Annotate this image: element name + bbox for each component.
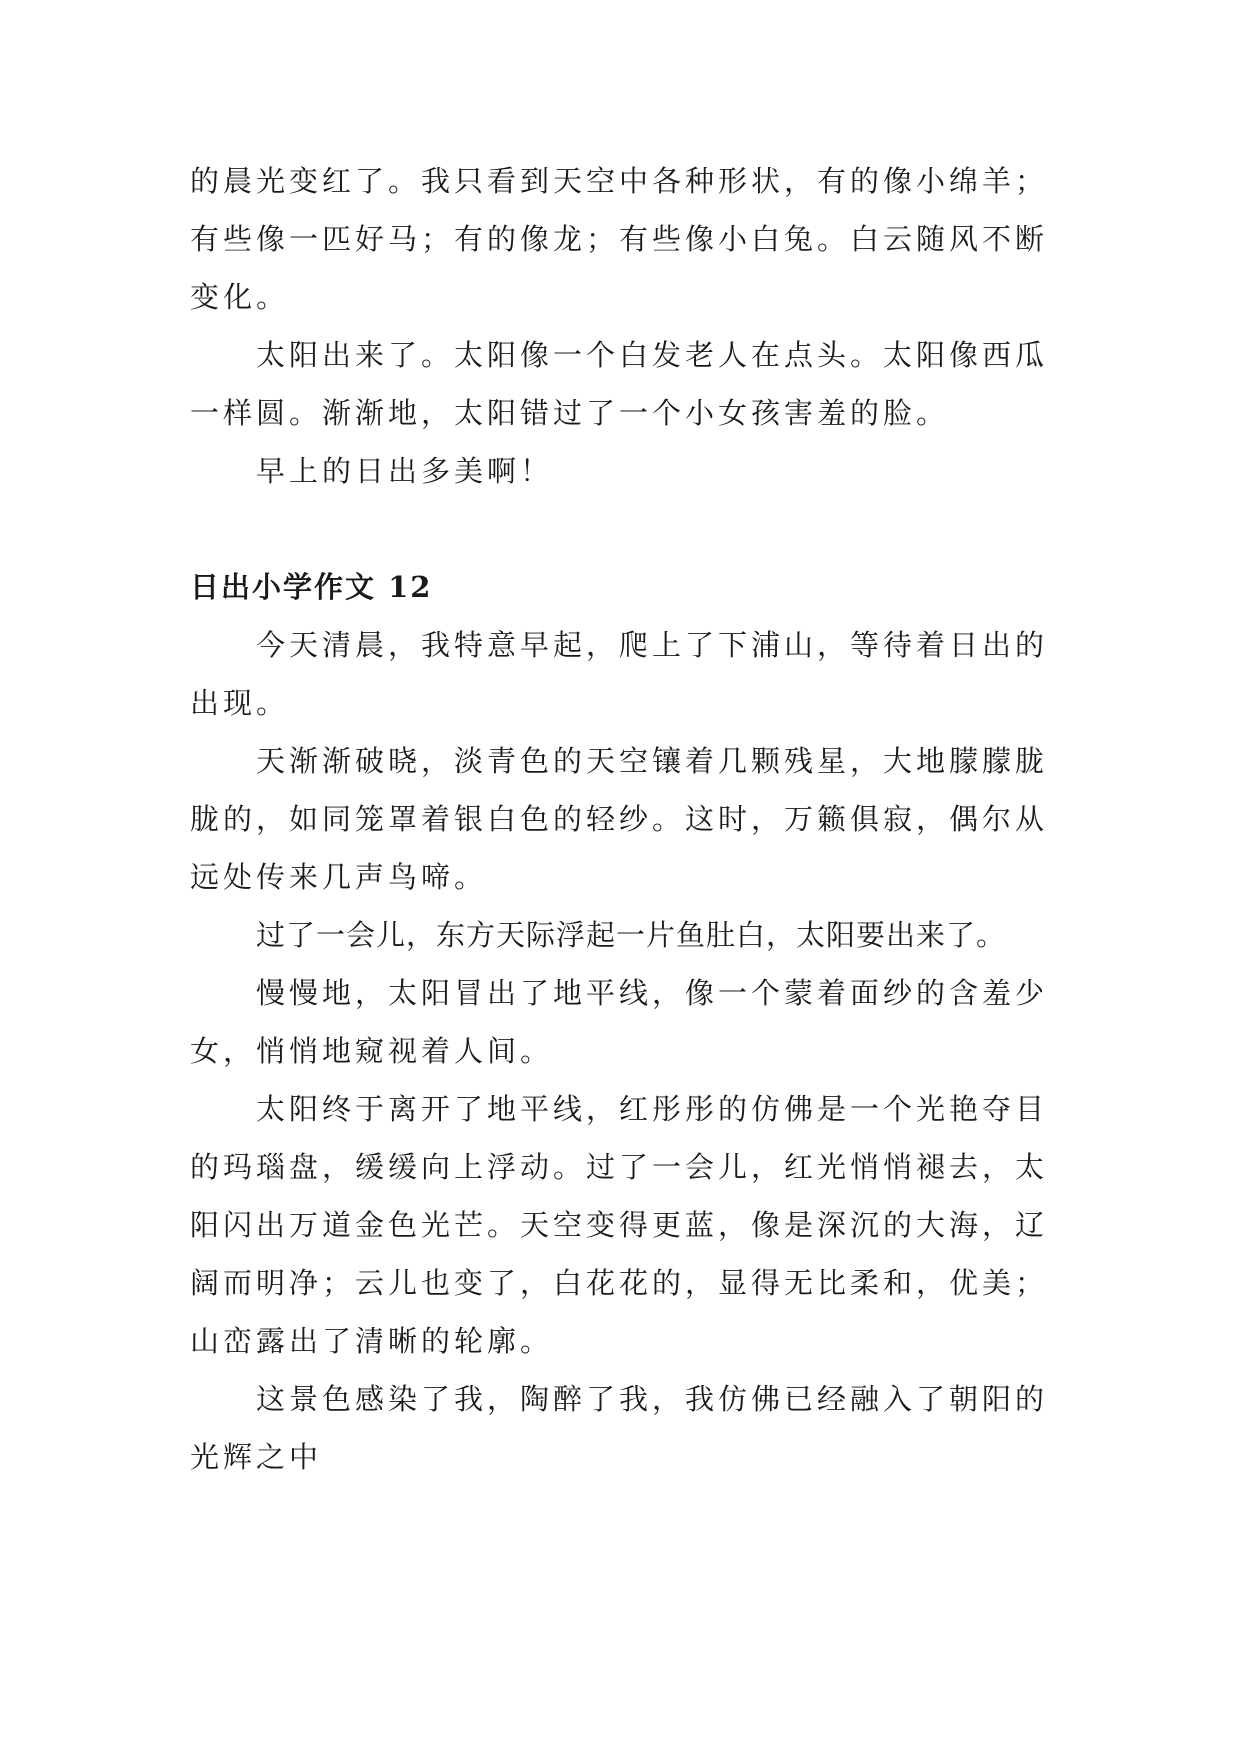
paragraph-sun-rising: 太阳出来了。太阳像一个白发老人在点头。太阳像西瓜 一样圆。渐渐地，太阳错过了一个小女孩害羞的脸。 [190,338,1049,430]
paragraph-6: 这景色感染了我，陶醉了我，我仿佛已经融入了朝阳的 光辉之中 [190,1382,1049,1474]
paragraph-3: 过了一会儿，东方天际浮起一片鱼肚白，太阳要出来了。 [256,918,1007,952]
paragraph-exclamation: 早上的日出多美啊！ [256,454,554,488]
document-body [190,152,1050,1486]
continued-paragraph: 的晨光变红了。我只看到天空中各种形状，有的像小绵羊； 有些像一匹好马；有的像龙；有些像小白兔。白云随风不断 变化。 [190,164,1049,314]
section-title: 日出小学作文 12 [190,570,433,604]
paragraph-1: 今天清晨，我特意早起，爬上了下浦山，等待着日出的 出现。 [190,628,1049,720]
paragraph-2: 天渐渐破晓，淡青色的天空镶着几颗残星，大地朦朦胧 胧的，如同笼罩着银白色的轻纱。这时，万籁俱寂，偶尔从 远处传来几声鸟啼。 [190,744,1049,894]
paragraph-4: 慢慢地，太阳冒出了地平线，像一个蒙着面纱的含羞少 女，悄悄地窥视着人间。 [190,976,1049,1068]
section-spacer [190,500,1050,558]
paragraph-5: 太阳终于离开了地平线，红彤彤的仿佛是一个光艳夺目 的玛瑙盘，缓缓向上浮动。过了一会儿，红光悄悄褪去，太 阳闪出万道金色光芒。天空变得更蓝，像是深沉的大海，辽 阔而明净；云儿也变了，白花花的，显得无比柔和，优美； 山峦露出了清晰的轮廓。 [190,1092,1049,1358]
